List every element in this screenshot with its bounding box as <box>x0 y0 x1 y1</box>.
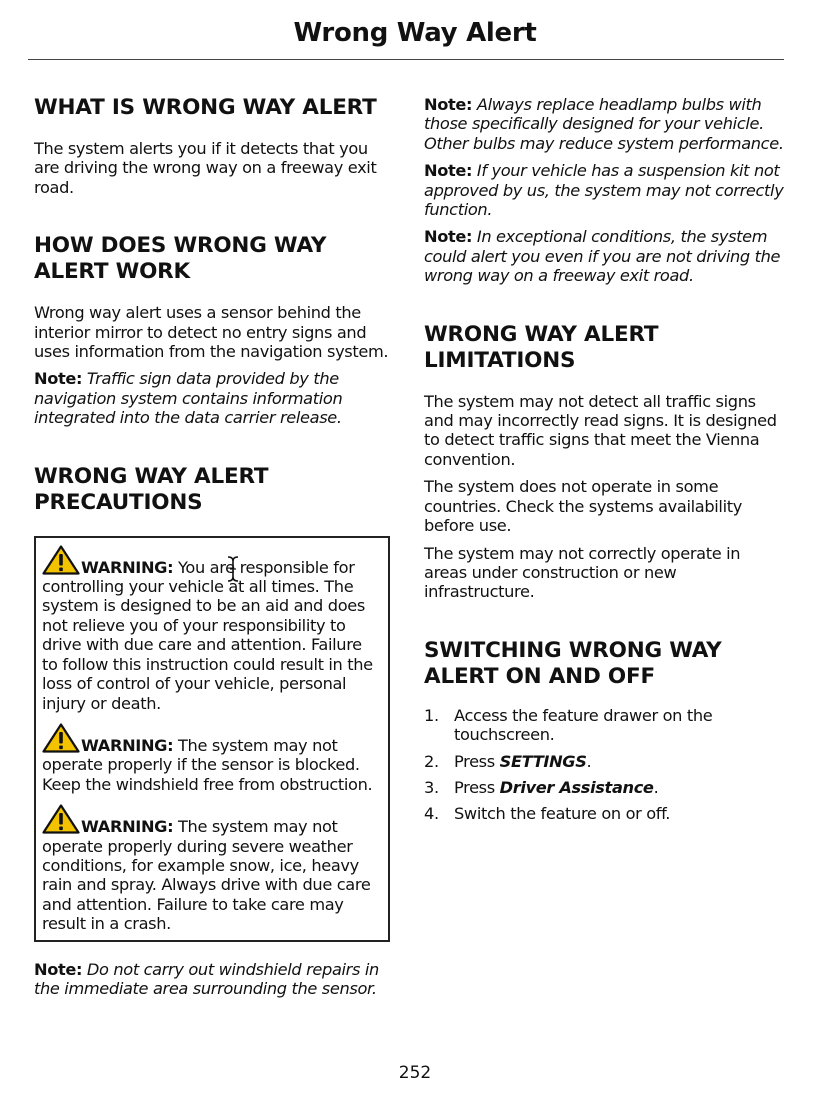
warnings-box <box>34 536 390 942</box>
note-headlamp <box>424 95 786 153</box>
note-label: Note: <box>424 95 473 114</box>
section-heading-how: HOW DOES WRONG WAY ALERT WORK <box>34 233 327 285</box>
note-text: In exceptional conditions, the system could alert you even if you are not driving the wrong way on a freeway exit road. <box>424 227 781 286</box>
warning-label: WARNING: <box>81 735 174 755</box>
section-heading-switching: SWITCHING WRONG WAY ALERT ON AND OFF <box>424 637 722 689</box>
driver-assistance-label: Driver Assistance <box>499 777 654 797</box>
note-label: Note: <box>424 161 473 181</box>
warning-text: You are responsible for controlling your vehicle at all times. The system is designed to be an aid and does not relieve you of your responsibility to drive with due care and attention. Failure to follow this instruction could result in the loss of control of your vehicle, personal injury or death. <box>42 557 373 713</box>
step-number: 3. <box>424 777 439 797</box>
note-text: Traffic sign data provided by the navigation system contains information integrated into the data carrier release. <box>34 369 343 428</box>
warning-text: The system may not operate properly during severe weather conditions, for example snow, ice, heavy rain and spray. Always drive with due care and attention. Failure to take care may result in a crash. <box>42 817 371 934</box>
warning-triangle-icon <box>42 804 80 834</box>
warning-item <box>42 723 382 794</box>
how-description: Wrong way alert uses a sensor behind the interior mirror to detect no entry signs and uses information from the navigation system. <box>34 303 389 362</box>
left-column <box>34 95 390 998</box>
note-label: Note: <box>424 227 473 247</box>
step-number: 1. <box>424 705 439 725</box>
note-label: Note: <box>34 369 83 389</box>
step-prefix: Press <box>454 751 500 771</box>
note-text: If your vehicle has a suspension kit not approved by us, the system may not correctly function. <box>424 161 784 220</box>
what-description: The system alerts you if it detects that you are driving the wrong way on a freeway exit road. <box>34 139 377 197</box>
step-text: Access the feature drawer on the touchscreen. <box>454 705 713 745</box>
note-suspension <box>424 161 786 219</box>
step-item <box>424 804 786 823</box>
step-suffix: . <box>586 751 592 771</box>
note-text: Do not carry out windshield repairs in the immediate area surrounding the sensor. <box>34 959 379 998</box>
warning-item <box>42 545 382 713</box>
section-heading-what: WHAT IS WRONG WAY ALERT <box>34 95 377 120</box>
step-number: 4. <box>424 804 439 824</box>
settings-label: SETTINGS <box>499 751 587 771</box>
title-divider <box>28 59 784 60</box>
step-number: 2. <box>424 751 439 771</box>
warning-triangle-icon <box>42 723 80 753</box>
step-item <box>424 706 786 745</box>
steps-list <box>424 706 786 824</box>
step-suffix: . <box>653 777 659 797</box>
windshield-note <box>34 960 390 999</box>
step-item <box>424 778 786 797</box>
step-prefix: Press <box>454 777 500 797</box>
limitation-paragraph: The system may not correctly operate in areas under construction or new infrastructure. <box>424 543 741 602</box>
limitation-paragraph: The system does not operate in some countries. Check the systems availability before use. <box>424 477 742 536</box>
page-number: 252 <box>398 1063 432 1083</box>
limitation-paragraph: The system may not detect all traffic signs and may incorrectly read signs. It is designed to detect traffic signs that meet the Vienna convention. <box>424 391 777 469</box>
text-cursor-icon <box>226 555 240 583</box>
note-text: Always replace headlamp bulbs with those specifically designed for your vehicle. Other bulbs may reduce system performance. <box>424 95 784 153</box>
note-exceptional <box>424 227 786 285</box>
warning-item <box>42 804 382 933</box>
warning-text: The system may not operate properly if the sensor is blocked. Keep the windshield free from obstruction. <box>42 735 373 794</box>
section-heading-precautions: WRONG WAY ALERT PRECAUTIONS <box>34 463 269 515</box>
warning-label: WARNING: <box>81 817 174 837</box>
warning-triangle-icon <box>42 545 80 575</box>
right-column <box>424 95 786 824</box>
note-label: Note: <box>34 959 83 979</box>
step-item <box>424 752 786 771</box>
page-title: Wrong Way Alert <box>293 18 537 48</box>
section-heading-limitations: WRONG WAY ALERT LIMITATIONS <box>424 321 659 373</box>
how-note <box>34 369 390 427</box>
warning-label: WARNING: <box>81 557 174 577</box>
step-text: Switch the feature on or off. <box>454 804 671 824</box>
